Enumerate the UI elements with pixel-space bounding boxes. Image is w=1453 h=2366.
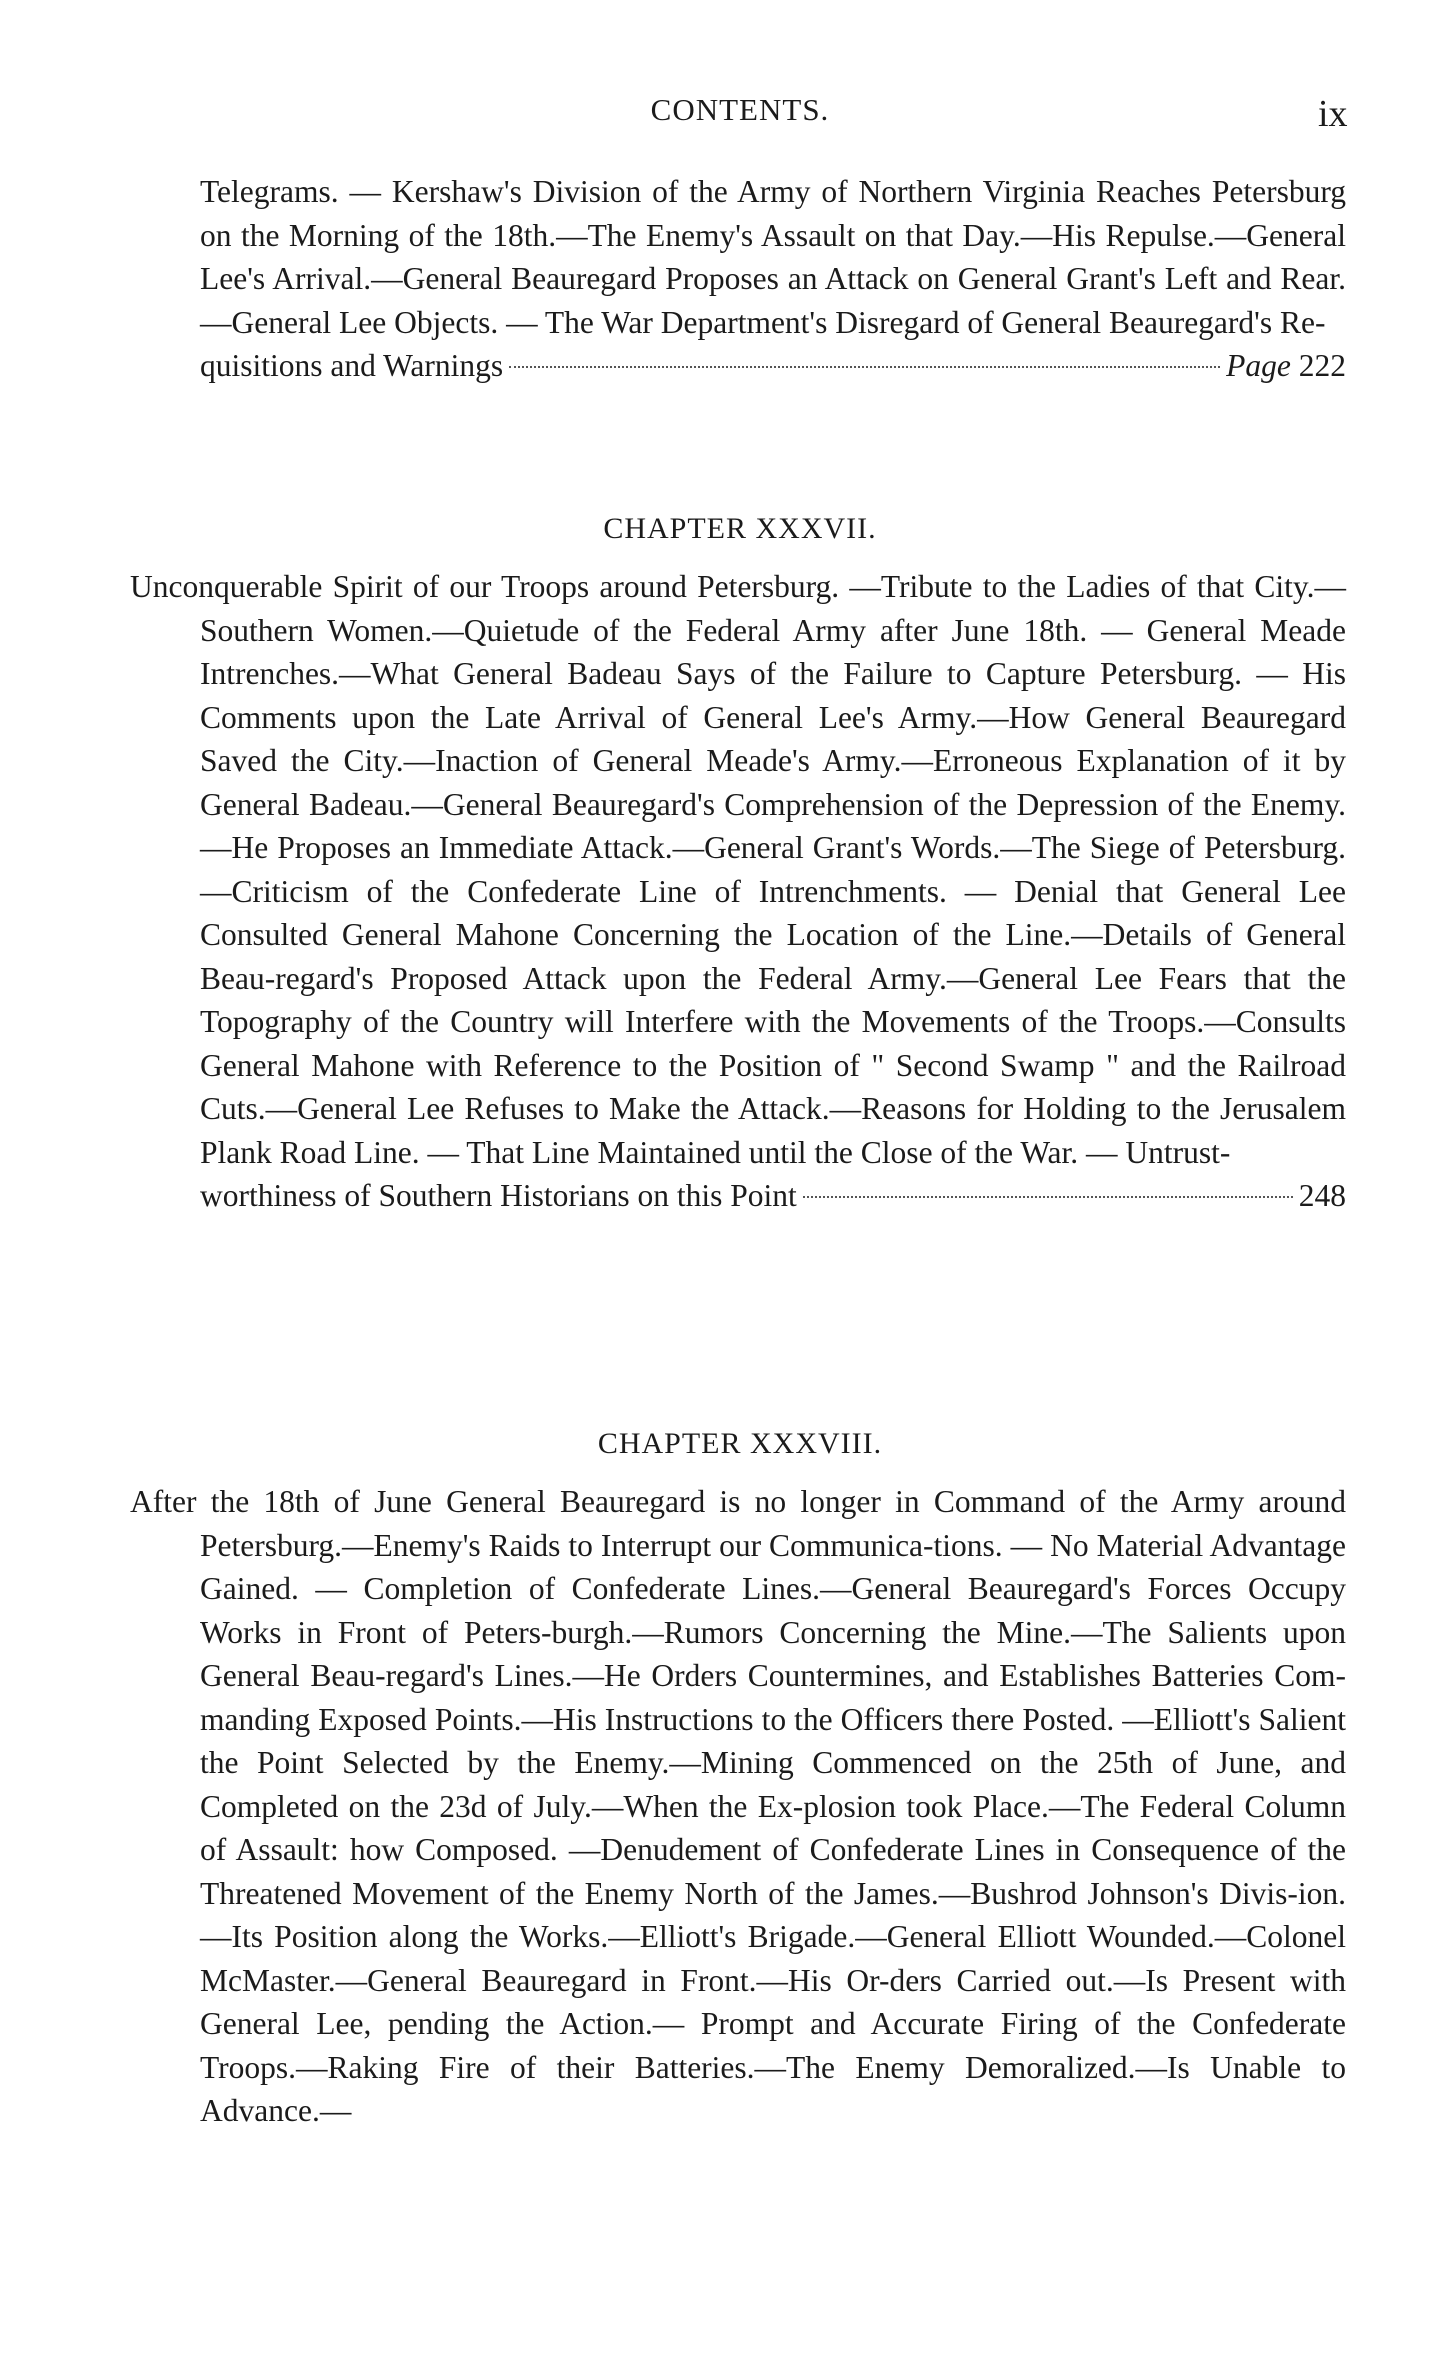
entry-last-line-text: worthiness of Southern Historians on this Point <box>200 1178 797 1213</box>
chapter-summary-last-line <box>200 1174 1346 1218</box>
page-ref-number: 222 <box>1298 348 1346 383</box>
continued-entry-text: Telegrams. — Kershaw's Division of the Army of Northern Virginia Reaches Petersburg on the Morning of the 18th.—The Enemy's Assault on that Day.—His Repulse.—General Lee's Arrival.—General Beauregard Proposes an Attack on General Grant's Left and Rear.—General Lee Objects. — The War Department's Disregard of General Beauregard's Re- <box>200 174 1346 340</box>
dot-leader <box>803 1196 1293 1198</box>
dot-leader <box>509 366 1220 368</box>
page-ref-number: 248 <box>1298 1178 1346 1213</box>
page-label: Page <box>1226 348 1291 383</box>
chapter-heading: CHAPTER XXXVIII. <box>597 1427 883 1460</box>
running-title: CONTENTS. <box>650 92 830 127</box>
page-number: ix <box>1318 93 1348 135</box>
continued-entry-last-line <box>200 344 1346 388</box>
continued-entry <box>200 170 1346 388</box>
entry-page-ref <box>1226 344 1346 388</box>
chapter-heading: CHAPTER XXXVII. <box>603 512 877 545</box>
chapter-summary <box>130 1480 1346 2133</box>
running-head <box>0 88 1453 138</box>
chapter-summary-text: After the 18th of June General Beauregard is no longer in Command of the Army around Petersburg.—Enemy's Raids to Interrupt our Communica-tions. — No Material Advantage Gained. — Completion of Confederate Lines.—General Beauregard's Forces Occupy Works in Front of Peters-burgh.—Rumors Concerning the Mine.—The Salients upon General Beau-regard's Lines.—He Orders Countermines, and Establishes Batteries Com-manding Exposed Points.—His Instructions to the Officers there Posted. —Elliott's Salient the Point Selected by the Enemy.—Mining Commenced on the 25th of June, and Completed on the 23d of July.—When the Ex-plosion took Place.—The Federal Column of Assault: how Composed. —Denudement of Confederate Lines in Consequence of the Threatened Movement of the Enemy North of the James.—Bushrod Johnson's Divis-ion.—Its Position along the Works.—Elliott's Brigade.—General Elliott Wounded.—Colonel McMaster.—General Beauregard in Front.—His Or-ders Carried out.—Is Present with General Lee, pending the Action.— Prompt and Accurate Firing of the Confederate Troops.—Raking Fire of their Batteries.—The Enemy Demoralized.—Is Unable to Advance.— <box>130 1484 1346 2128</box>
entry-last-line-text: quisitions and Warnings <box>200 348 504 383</box>
chapter-summary-text: Unconquerable Spirit of our Troops around Petersburg. —Tribute to the Ladies of that City.—Southern Women.—Quietude of the Federal Army after June 18th. — General Meade Intrenches.—What General Badeau Says of the Failure to Capture Petersburg. — His Comments upon the Late Arrival of General Lee's Army.—How General Beauregard Saved the City.—Inaction of General Meade's Army.—Erroneous Explanation of it by General Badeau.—General Beauregard's Comprehension of the Depression of the Enemy.—He Proposes an Immediate Attack.—General Grant's Words.—The Siege of Petersburg.—Criticism of the Confederate Line of Intrenchments. — Denial that General Lee Consulted General Mahone Concerning the Location of the Line.—Details of General Beau-regard's Proposed Attack upon the Federal Army.—General Lee Fears that the Topography of the Country will Interfere with the Movements of the Troops.—Consults General Mahone with Reference to the Position of " Second Swamp " and the Railroad Cuts.—General Lee Refuses to Make the Attack.—Reasons for Holding to the Jerusalem Plank Road Line. — That Line Maintained until the Close of the War. — Untrust- <box>130 569 1346 1170</box>
chapter-summary <box>130 565 1346 1218</box>
